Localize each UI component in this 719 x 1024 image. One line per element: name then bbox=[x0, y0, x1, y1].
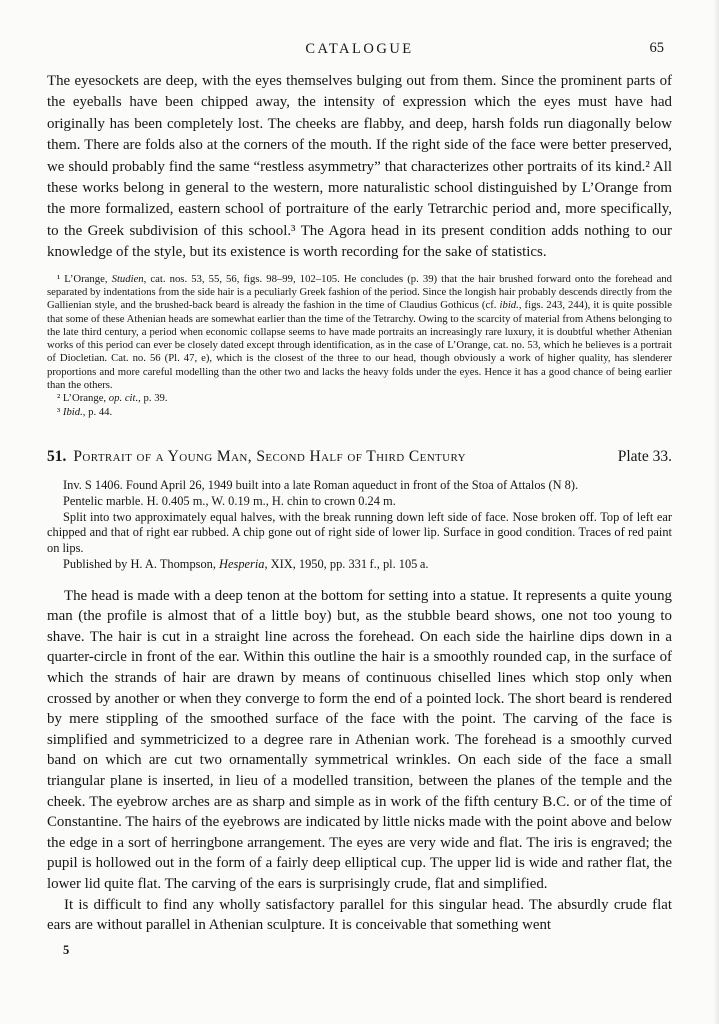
running-title: CATALOGUE bbox=[305, 41, 414, 57]
italic-text: op. cit. bbox=[108, 392, 139, 405]
plain-text: , cat. nos. 53, 55, 56, figs. 98–99, 102–105. He concludes (p. 39) that the hair brushed forward onto the forehead and separated by indentations from the side hair is a peculiarly Greek fashion of the period. Since the longish hair probably descends directly from the Gallienian style, and the brushed-back beard is already the fashion in the time of Claudius Gothicus (cf. bbox=[47, 272, 672, 312]
entry-plate-reference: Plate 33. bbox=[617, 447, 672, 465]
footnotes-section bbox=[47, 273, 672, 419]
plain-text: , XIX, 1950, pp. 331 f., pl. 105 a. bbox=[264, 556, 429, 571]
plain-text: ¹ L’Orange, bbox=[57, 272, 112, 285]
plain-text: Split into two approximately equal halves, with the break running down left side of face. Nose broken off. Top of left ear chipped and that of right ear rubbed. A chip gone out of right side of lower lip. Surface in good condition. Traces of red paint on lips. bbox=[47, 509, 672, 556]
entry-body bbox=[47, 586, 672, 936]
italic-text: Ibid. bbox=[62, 405, 83, 418]
entry-heading bbox=[47, 447, 672, 467]
plain-text: Inv. S 1406. Found April 26, 1949 built into a late Roman aqueduct in front of the Stoa of Attalos (N 8). bbox=[63, 477, 579, 492]
plain-text: , p. 39. bbox=[138, 392, 168, 405]
italic-text: Studien bbox=[111, 272, 144, 285]
entry-number: 51. bbox=[47, 447, 67, 465]
detail-material-dimensions bbox=[47, 494, 672, 510]
entry-title: Portrait of a Young Man, Second Half of Third Century bbox=[73, 447, 466, 465]
plain-text: , figs. 243, 244), it is quite possible that some of these Athenian heads are somewhat earlier than the time of the Tetrarchy. Owing to the scarcity of material from Athens belonging to the late third century, a period when economic collapse seems to have made portraits an increasingly rare luxury, it is doubtful whether Athenian works of this period can ever be closely dated except through identification, as in the case of L’Orange, cat. no. 53, which he believes is a portrait of Diocletian. Cat. no. 56 (Pl. 47, e), which is the closest of the three to our head, though obviously a work of higher quality, has slenderer proportions and more careful modelling than the other two and lacks the heavy folds under the eyes. Hence it has a good chance of being earlier than the others. bbox=[47, 299, 672, 392]
italic-text: Hesperia bbox=[219, 556, 265, 571]
footnote-2 bbox=[47, 392, 672, 405]
intro-paragraph: The eyesockets are deep, with the eyes themselves bulging out from them. Since the prominent parts of the eyeballs have been chipped away, the intensity of expression which the eyes must have had originally has been completely lost. The cheeks are flabby, and deep, harsh folds run diagonally below them. There are folds also at the corners of the mouth. If the right side of the face were better preserved, we should probably find the same “restless asymmetry” that characterizes other portraits of its kind.² All these works belong in general to the western, more naturalistic school distinguished by L’Orange from the more formalized, eastern school of portraiture of the early Tetrarchic period and, more specifically, to the Greek subdivision of this school.³ The Agora head in its present condition adds nothing to our knowledge of the style, but its existence is worth recording for the sake of statistics. bbox=[47, 73, 672, 261]
entry-discussion-paragraph: It is difficult to find any wholly satisfactory parallel for this singular head. The absurdly crude flat ears are without parallel in Athenian sculpture. It is conceivable that something went bbox=[47, 896, 672, 934]
plain-text: ² L’Orange, bbox=[57, 392, 109, 405]
plain-text: Pentelic marble. H. 0.405 m., W. 0.19 m., H. chin to crown 0.24 m. bbox=[63, 493, 396, 508]
page-number: 65 bbox=[649, 40, 664, 56]
plain-text: ³ bbox=[57, 405, 63, 418]
italic-text: ibid. bbox=[499, 299, 519, 312]
footnote-3 bbox=[47, 406, 672, 419]
entry-details bbox=[47, 478, 672, 573]
footnote-1 bbox=[47, 273, 672, 393]
entry-description-paragraph: The head is made with a deep tenon at the bottom for setting into a statue. It represents a quite young man (the profile is almost that of a little boy) but, as the stubble beard shows, one not too young to shave. The hair is cut in a straight line across the forehead. On each side the hairline dips down in a quarter-circle in front of the ear. Within this outline the hair is a smoothly rounded cap, in the surface of which the strands of hair are drawn by means of continuous chiselled lines which stop only when crossed by another or when they converge to form the end of a pointed lock. The short beard is rendered by mere stippling of the smoothed surface of the face with the point. The carving of the face is simplified and symmetricized to a degree rare in Athenian work. The forehead is a smoothly curved band on which are cut two ornamentally symmetrical wrinkles. On each side of the face a small triangular plane is inserted, in lieu of a modelled transition, between the planes of the temple and the cheek. The eyebrow arches are as sharp and simple as in work of the fifth century B.C. or of the time of Constantine. The hairs of the eyebrows are indicated by little nicks made with the point above and below the edge in a sort of herringbone arrangement. The eyes are very wide and flat. The iris is engraved; the pupil is hollowed out in the form of a fairly deep elliptical cup. The upper lid is wide and rather flat, the lower lid quite flat. The carving of the ears is surprisingly crude, flat and simplified. bbox=[47, 587, 672, 893]
detail-publication bbox=[47, 557, 672, 573]
detail-condition bbox=[47, 510, 672, 557]
page-header bbox=[47, 40, 672, 58]
plain-text: Published by H. A. Thompson, bbox=[63, 556, 220, 571]
detail-inventory bbox=[47, 478, 672, 494]
plain-text: , p. 44. bbox=[82, 405, 113, 418]
signature-number: 5 bbox=[63, 942, 70, 957]
